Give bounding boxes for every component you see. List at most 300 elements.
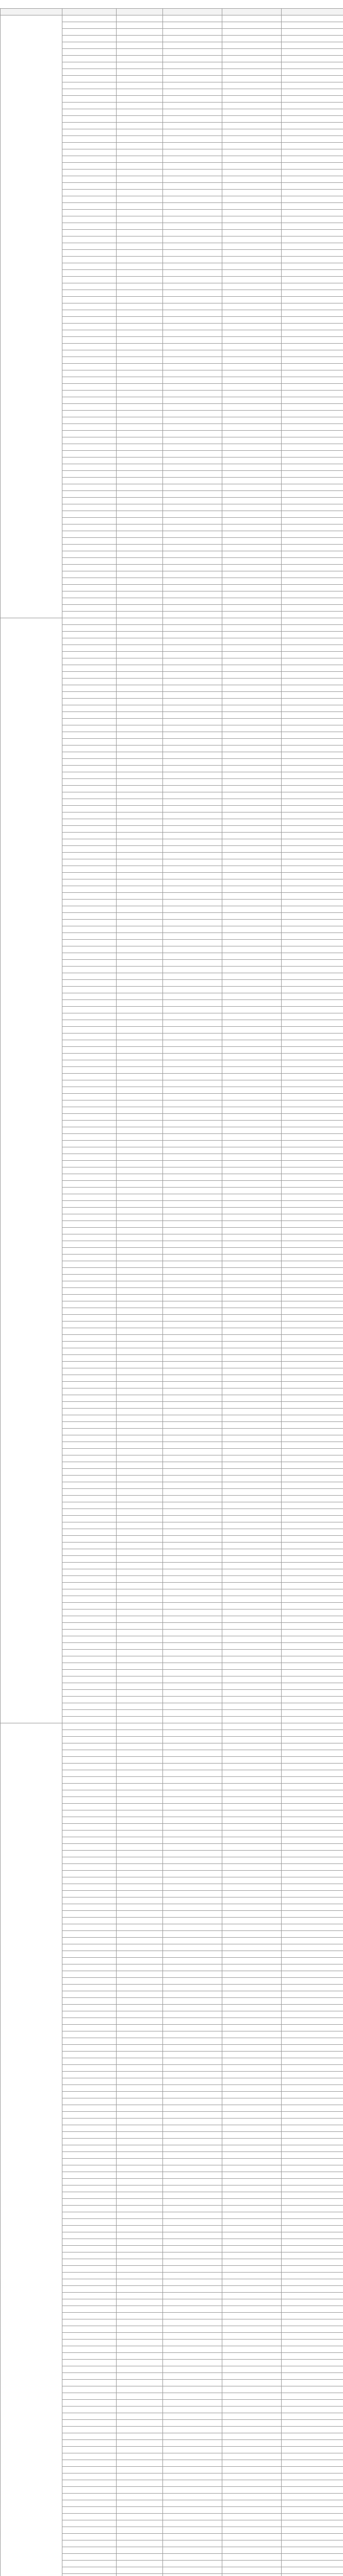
table-cell [117,1723,163,1730]
table-cell [117,638,163,645]
table-cell [62,1040,117,1047]
table-cell [117,223,163,230]
table-cell [282,176,343,183]
table-cell [62,1904,117,1911]
table-cell [282,618,343,625]
table-cell [222,411,282,417]
table-cell [62,2319,117,2326]
table-cell [282,1656,343,1663]
table-cell [222,2340,282,2346]
table-cell [222,431,282,437]
table-cell [163,277,222,283]
table-cell [117,397,163,404]
table-cell [163,1750,222,1757]
table-cell [163,705,222,712]
table-cell [163,1884,222,1891]
table-cell [222,1857,282,1864]
table-cell [163,1690,222,1697]
table-cell [62,2313,117,2319]
table-cell [117,377,163,384]
table-cell [163,1851,222,1857]
table-cell [163,2185,222,2192]
table-cell [117,565,163,571]
table-cell [163,2353,222,2360]
table-cell [282,2440,343,2447]
table-cell [282,913,343,920]
table-cell [222,404,282,411]
table-cell [62,578,117,585]
table-cell [62,1670,117,1676]
table-cell [62,2031,117,2038]
table-cell [282,2072,343,2078]
table-cell [282,2527,343,2534]
table-cell [222,2373,282,2380]
table-cell [222,457,282,464]
table-cell [117,2447,163,2453]
table-cell [117,2152,163,2159]
table-cell [282,1442,343,1449]
table-cell [222,2078,282,2085]
table-cell [62,893,117,900]
table-cell [62,1141,117,1147]
table-cell [282,1482,343,1489]
table-cell [282,1301,343,1308]
table-cell [282,806,343,812]
table-cell [163,1549,222,1556]
table-cell [163,839,222,846]
table-cell [282,1409,343,1415]
table-cell [62,149,117,156]
table-cell [222,2507,282,2514]
table-cell [117,792,163,799]
table-cell [117,1167,163,1174]
table-cell [62,1281,117,1288]
table-cell [62,1094,117,1100]
table-cell [163,1944,222,1951]
table-cell [163,1020,222,1027]
table-cell [282,2520,343,2527]
table-cell [282,1810,343,1817]
table-cell [222,1382,282,1388]
table-cell [222,391,282,397]
table-cell [282,484,343,491]
table-cell [117,2393,163,2400]
table-cell [282,2159,343,2165]
table-cell [222,1107,282,1114]
table-cell [222,524,282,531]
table-cell [62,1931,117,1938]
table-cell [163,605,222,612]
table-cell [62,1194,117,1201]
table-cell [282,1402,343,1409]
table-cell [222,2360,282,2366]
table-cell [282,1938,343,1944]
table-cell [62,223,117,230]
table-cell [222,69,282,76]
table-cell [117,1837,163,1844]
table-cell [117,1489,163,1496]
table-cell [282,812,343,819]
table-cell [62,22,117,29]
table-cell [117,2273,163,2279]
table-cell [222,1516,282,1522]
table-cell [282,1697,343,1703]
table-cell [117,1020,163,1027]
table-cell [222,498,282,504]
table-cell [117,2353,163,2360]
table-cell [222,2467,282,2473]
table-cell [163,853,222,859]
table-cell [282,2366,343,2373]
table-cell [282,1315,343,1321]
table-cell [222,1261,282,1268]
table-cell [117,1924,163,1931]
table-cell [62,973,117,980]
table-cell [62,987,117,993]
table-cell [222,49,282,56]
table-cell [163,879,222,886]
table-cell [222,2112,282,2119]
table-cell [163,1924,222,1931]
table-cell [163,263,222,270]
table-cell [117,940,163,946]
table-cell [222,1121,282,1127]
table-cell [222,1985,282,1991]
table-cell [222,1703,282,1710]
table-cell [222,1368,282,1375]
table-cell [222,250,282,257]
table-cell [117,879,163,886]
table-cell [62,900,117,906]
table-cell [282,2400,343,2406]
table-cell [222,665,282,672]
table-cell [117,1743,163,1750]
table-cell [282,2540,343,2547]
table-cell [62,1013,117,1020]
table-cell [62,2212,117,2219]
table-cell [222,1549,282,1556]
table-cell [282,1844,343,1851]
table-cell [163,1241,222,1248]
table-cell [163,2319,222,2326]
table-cell [163,1609,222,1616]
table-cell [282,538,343,545]
table-cell [62,1589,117,1596]
table-cell [117,913,163,920]
table-cell [282,1013,343,1020]
header-cell-2 [117,9,163,15]
table-cell [62,2246,117,2252]
table-cell [282,980,343,987]
table-cell [62,2561,117,2567]
table-cell [282,384,343,391]
table-cell [282,786,343,792]
table-cell [62,2299,117,2306]
table-cell [163,350,222,357]
table-cell [163,2031,222,2038]
table-cell [222,779,282,786]
table-cell [222,926,282,933]
table-cell [117,190,163,196]
table-cell [117,431,163,437]
table-cell [282,1469,343,1476]
table-cell [117,1074,163,1080]
table-cell [163,2400,222,2406]
table-cell [117,1757,163,1764]
table-cell [62,1676,117,1683]
table-cell [62,1837,117,1844]
table-cell [222,2206,282,2212]
table-cell [163,2346,222,2353]
table-cell [62,1757,117,1764]
table-cell [117,645,163,652]
table-cell [62,1824,117,1831]
table-cell [117,1750,163,1757]
table-cell [117,545,163,551]
table-cell [163,170,222,176]
table-cell [222,2273,282,2279]
table-cell [163,1087,222,1094]
table-cell [163,578,222,585]
table-cell [282,96,343,103]
table-cell [117,143,163,149]
table-cell [117,1630,163,1636]
table-cell [222,350,282,357]
table-cell [62,1743,117,1750]
table-cell [117,1556,163,1563]
table-cell [282,1710,343,1717]
table-cell [282,2507,343,2514]
table-cell [117,2098,163,2105]
table-cell [117,1449,163,1455]
table-cell [117,1188,163,1194]
table-cell [163,846,222,853]
table-cell [117,1161,163,1167]
table-cell [117,1864,163,1871]
table-cell [163,1556,222,1563]
table-cell [62,772,117,779]
table-cell [117,2453,163,2460]
table-cell [117,799,163,806]
table-cell [62,103,117,109]
table-cell [282,350,343,357]
table-cell [222,2172,282,2179]
table-cell [282,270,343,277]
table-cell [282,303,343,310]
table-cell [163,2534,222,2540]
table-cell [163,1971,222,1978]
table-cell [117,2527,163,2534]
table-cell [62,2460,117,2467]
table-cell [117,344,163,350]
table-cell [222,1020,282,1027]
table-cell [62,1167,117,1174]
table-cell [222,2554,282,2561]
table-cell [222,1033,282,1040]
table-cell [117,263,163,270]
table-cell [282,1449,343,1455]
table-cell [163,1033,222,1040]
table-cell [163,15,222,22]
table-cell [222,397,282,404]
table-cell [117,719,163,725]
table-cell [117,56,163,62]
table-cell [117,1335,163,1342]
table-cell [62,1938,117,1944]
table-cell [117,1824,163,1831]
table-cell [282,2273,343,2279]
table-cell [222,2433,282,2440]
table-cell [163,2480,222,2487]
table-cell [282,1362,343,1368]
table-cell [117,1388,163,1395]
table-cell [222,123,282,129]
table-cell [282,1931,343,1938]
table-cell [163,1871,222,1877]
table-cell [62,1134,117,1141]
table-cell [117,1636,163,1643]
table-cell [222,62,282,69]
table-cell [222,612,282,618]
table-cell [163,404,222,411]
table-cell [163,49,222,56]
table-cell [222,42,282,49]
table-cell [222,2540,282,2547]
table-cell [163,2125,222,2132]
table-cell [117,1589,163,1596]
table-cell [282,1154,343,1161]
table-cell [163,1382,222,1388]
table-cell [222,712,282,719]
table-cell [117,2554,163,2561]
table-cell [117,2031,163,2038]
table-cell [62,853,117,859]
table-cell [222,1241,282,1248]
table-cell [62,1944,117,1951]
table-cell [163,692,222,699]
table-cell [163,2386,222,2393]
table-cell [163,36,222,42]
table-cell [117,2172,163,2179]
table-cell [163,1991,222,1998]
table-cell [62,2527,117,2534]
table-cell [163,806,222,812]
table-cell [62,679,117,685]
table-cell [62,2219,117,2226]
table-cell [117,103,163,109]
table-cell [222,1556,282,1563]
table-cell [62,1496,117,1502]
table-cell [282,2561,343,2567]
table-cell [222,1589,282,1596]
table-cell [62,310,117,317]
table-cell [163,136,222,143]
table-cell [282,920,343,926]
table-cell [282,1087,343,1094]
table-cell [163,618,222,625]
table-cell [222,330,282,337]
table-cell [222,946,282,953]
table-cell [222,2406,282,2413]
table-cell [117,411,163,417]
table-cell [117,2360,163,2366]
table-cell [62,1382,117,1388]
table-cell [117,1114,163,1121]
table-cell [282,645,343,652]
table-cell [222,1449,282,1455]
table-cell [163,1951,222,1958]
table-cell [117,1703,163,1710]
table-cell [163,1743,222,1750]
table-cell [222,1777,282,1784]
table-cell [222,859,282,866]
table-cell [62,1362,117,1368]
table-cell [62,56,117,62]
table-cell [117,920,163,926]
table-cell [282,364,343,370]
table-cell [222,1978,282,1985]
table-cell [282,1831,343,1837]
table-cell [222,2293,282,2299]
table-cell [222,786,282,792]
table-cell [62,2098,117,2105]
table-cell [282,772,343,779]
table-cell [282,223,343,230]
table-cell [62,277,117,283]
table-cell [163,257,222,263]
table-cell [222,15,282,22]
table-cell [222,2380,282,2386]
table-cell [117,672,163,679]
table-cell [117,2480,163,2487]
table-cell [163,933,222,940]
table-cell [117,786,163,792]
table-cell [282,129,343,136]
table-cell [62,317,117,324]
table-cell [117,866,163,873]
table-cell [117,1315,163,1321]
table-cell [62,216,117,223]
table-cell [222,2393,282,2400]
table-cell [222,1630,282,1636]
table-cell [62,1067,117,1074]
table-cell [282,1395,343,1402]
table-cell [117,1047,163,1054]
table-cell [117,1429,163,1435]
table-cell [282,1897,343,1904]
table-cell [163,967,222,973]
table-cell [163,1643,222,1650]
table-cell [282,1918,343,1924]
table-cell [117,2185,163,2192]
table-cell [282,1516,343,1522]
table-cell [222,605,282,612]
table-cell [163,2018,222,2025]
table-cell [282,879,343,886]
table-cell [222,1690,282,1697]
table-cell [117,2232,163,2239]
group-cell [1,618,62,1723]
table-cell [222,2058,282,2065]
table-cell [62,1596,117,1603]
table-cell [282,511,343,518]
table-cell [163,1770,222,1777]
table-cell [222,1623,282,1630]
table-cell [163,732,222,739]
table-cell [282,853,343,859]
table-cell [163,1422,222,1429]
table-cell [282,1998,343,2005]
